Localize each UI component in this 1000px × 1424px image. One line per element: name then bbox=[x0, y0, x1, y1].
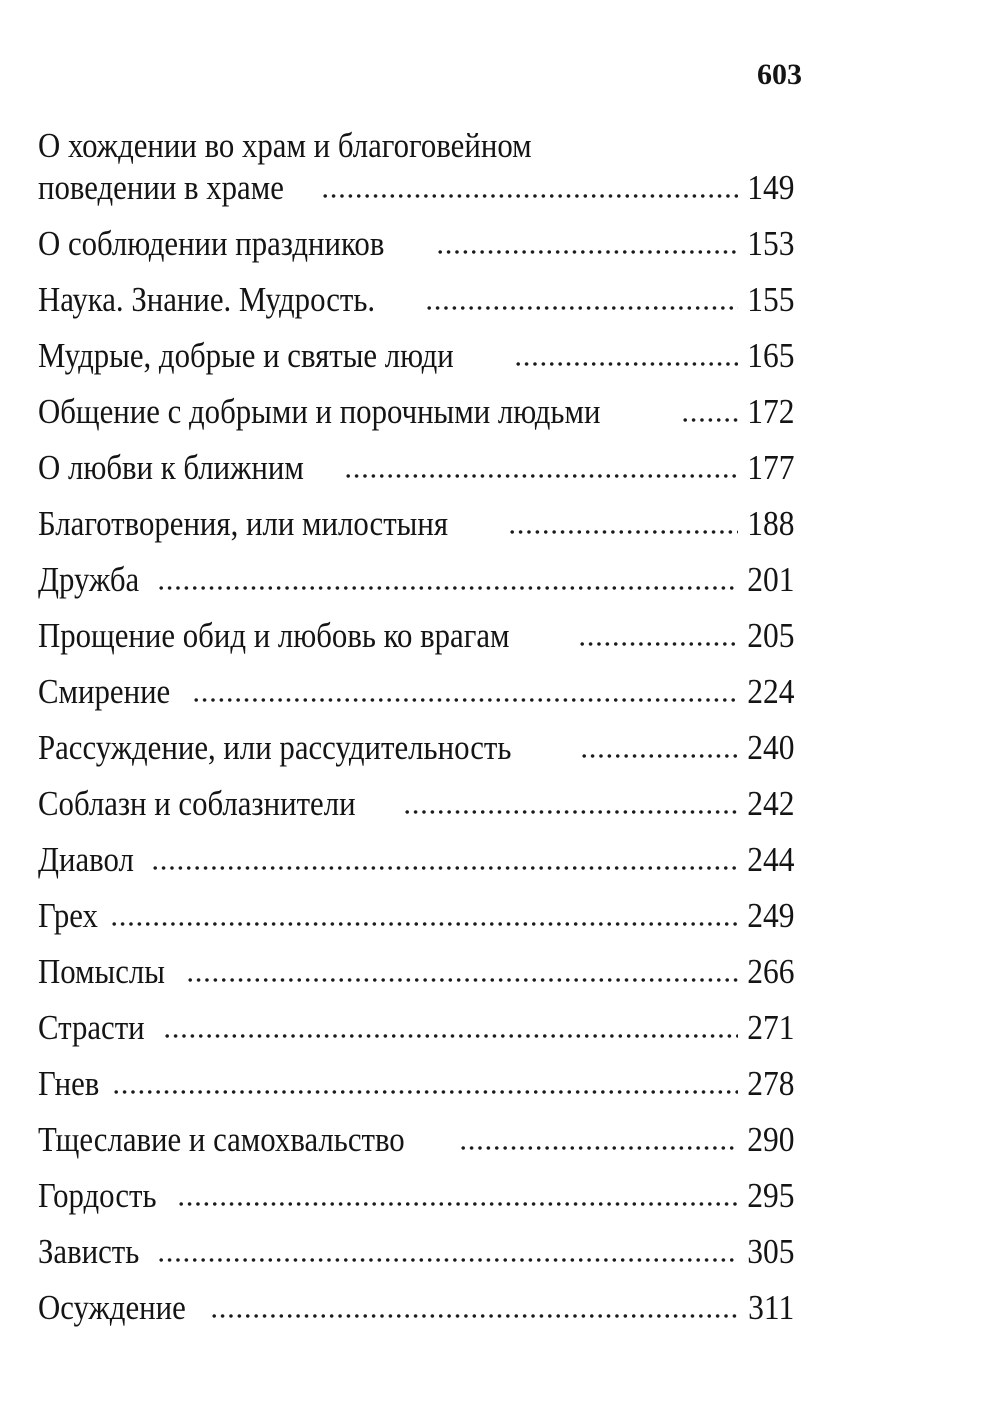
dot-leader bbox=[425, 305, 737, 311]
toc-entry bbox=[38, 124, 794, 207]
dot-leader bbox=[186, 977, 737, 983]
toc-entry-page: 205 bbox=[746, 616, 794, 655]
dot-leader bbox=[157, 585, 737, 591]
toc-entry-page: 266 bbox=[746, 952, 794, 991]
toc-entry-line bbox=[38, 224, 794, 263]
toc-entry bbox=[38, 448, 794, 487]
toc-entry-page: 149 bbox=[746, 168, 794, 207]
toc-entry bbox=[38, 672, 794, 711]
dot-leader bbox=[177, 1201, 738, 1207]
toc-entry-title: Рассуждение, или рассудительность bbox=[38, 728, 512, 767]
toc-entry-page: 242 bbox=[746, 784, 794, 823]
toc-entry-page: 278 bbox=[746, 1064, 794, 1103]
toc-entry-line bbox=[38, 392, 794, 431]
toc-entry bbox=[38, 728, 794, 767]
toc-entry-line bbox=[38, 952, 794, 991]
toc-entry bbox=[38, 224, 794, 263]
toc-entry-page: 244 bbox=[746, 840, 794, 879]
toc-entry bbox=[38, 1232, 794, 1271]
toc-entry-line bbox=[38, 728, 794, 767]
toc-entry bbox=[38, 504, 794, 543]
toc-entry bbox=[38, 280, 794, 319]
toc-entry bbox=[38, 896, 794, 935]
table-of-contents bbox=[38, 124, 794, 1344]
toc-entry-page: 177 bbox=[746, 448, 794, 487]
toc-entry-title: Наука. Знание. Мудрость. bbox=[38, 280, 376, 319]
toc-entry-line bbox=[38, 672, 794, 711]
toc-entry-page: 224 bbox=[746, 672, 794, 711]
toc-entry-page: 311 bbox=[747, 1288, 794, 1327]
toc-entry-line bbox=[38, 1064, 794, 1103]
toc-entry-page: 271 bbox=[746, 1008, 794, 1047]
toc-entry-page: 201 bbox=[746, 560, 794, 599]
toc-entry-title: Гнев bbox=[38, 1064, 100, 1103]
toc-entry-line bbox=[38, 840, 794, 879]
toc-entry-title: Осуждение bbox=[38, 1288, 186, 1327]
toc-entry-title: Благотворения, или милостыня bbox=[38, 504, 448, 543]
dot-leader bbox=[112, 1089, 738, 1095]
toc-entry-title: поведении в храме bbox=[38, 168, 284, 207]
toc-entry-title: Зависть bbox=[38, 1232, 140, 1271]
toc-entry bbox=[38, 1176, 794, 1215]
toc-entry-title: О любви к ближним bbox=[38, 448, 304, 487]
toc-entry-line bbox=[38, 168, 794, 207]
toc-entry bbox=[38, 784, 794, 823]
toc-entry-line bbox=[38, 784, 794, 823]
toc-entry-title-line1: О хождении во храм и благоговейном bbox=[38, 126, 532, 165]
toc-entry bbox=[38, 840, 794, 879]
dot-leader bbox=[514, 361, 737, 367]
toc-entry-page: 188 bbox=[746, 504, 794, 543]
toc-entry bbox=[38, 392, 794, 431]
toc-entry-title: Смирение bbox=[38, 672, 171, 711]
toc-entry-title: Дружба bbox=[38, 560, 140, 599]
toc-entry-page: 305 bbox=[746, 1232, 794, 1271]
dot-leader bbox=[151, 865, 738, 871]
toc-entry-page: 153 bbox=[746, 224, 794, 263]
toc-entry-line bbox=[38, 448, 794, 487]
toc-entry-page: 165 bbox=[746, 336, 794, 375]
toc-entry-line bbox=[38, 1008, 794, 1047]
toc-entry bbox=[38, 1288, 794, 1327]
toc-entry-line bbox=[38, 616, 794, 655]
toc-entry-title: Гордость bbox=[38, 1176, 157, 1215]
toc-entry bbox=[38, 336, 794, 375]
toc-entry-title: О соблюдении праздников bbox=[38, 224, 385, 263]
toc-entry-line bbox=[38, 560, 794, 599]
toc-entry bbox=[38, 1008, 794, 1047]
toc-entry-page: 290 bbox=[746, 1120, 794, 1159]
toc-entry-title: Тщеславие и самохвальство bbox=[38, 1120, 405, 1159]
dot-leader bbox=[210, 1313, 739, 1319]
toc-entry-page: 240 bbox=[746, 728, 794, 767]
toc-entry-line bbox=[38, 336, 794, 375]
toc-entry bbox=[38, 616, 794, 655]
toc-entry-line bbox=[38, 1232, 794, 1271]
dot-leader bbox=[436, 249, 738, 255]
toc-entry-title: Диавол bbox=[38, 840, 134, 879]
dot-leader bbox=[157, 1257, 737, 1263]
toc-entry-title: Грех bbox=[38, 896, 98, 935]
toc-entry-line bbox=[38, 896, 794, 935]
page-number: 603 bbox=[757, 58, 802, 91]
toc-entry-title: Соблазн и соблазнители bbox=[38, 784, 356, 823]
toc-entry bbox=[38, 1120, 794, 1159]
dot-leader bbox=[403, 809, 738, 815]
toc-entry bbox=[38, 560, 794, 599]
toc-entry-title: Помыслы bbox=[38, 952, 165, 991]
toc-entry-line bbox=[38, 1288, 794, 1327]
dot-leader bbox=[110, 921, 737, 927]
dot-leader bbox=[459, 1145, 738, 1151]
toc-entry-line bbox=[38, 1176, 794, 1215]
dot-leader bbox=[321, 193, 737, 199]
dot-leader bbox=[192, 697, 737, 703]
toc-entry-line bbox=[38, 1120, 794, 1159]
toc-entry-line bbox=[38, 504, 794, 543]
toc-entry-title: Общение с добрыми и порочными людьми bbox=[38, 392, 601, 431]
dot-leader bbox=[580, 753, 738, 759]
toc-entry-line bbox=[38, 280, 794, 319]
toc-entry-title: Прощение обид и любовь ко врагам bbox=[38, 616, 510, 655]
toc-entry-page: 155 bbox=[746, 280, 794, 319]
toc-entry-page: 249 bbox=[746, 896, 794, 935]
dot-leader bbox=[681, 417, 737, 423]
toc-entry bbox=[38, 1064, 794, 1103]
toc-entry-page: 172 bbox=[746, 392, 794, 431]
toc-entry bbox=[38, 952, 794, 991]
toc-entry-page: 295 bbox=[746, 1176, 794, 1215]
dot-leader bbox=[163, 1033, 737, 1039]
dot-leader bbox=[344, 473, 737, 479]
toc-entry-title: Мудрые, добрые и святые люди bbox=[38, 336, 454, 375]
dot-leader bbox=[508, 529, 738, 535]
toc-entry-title: Страсти bbox=[38, 1008, 145, 1047]
dot-leader bbox=[578, 641, 738, 647]
